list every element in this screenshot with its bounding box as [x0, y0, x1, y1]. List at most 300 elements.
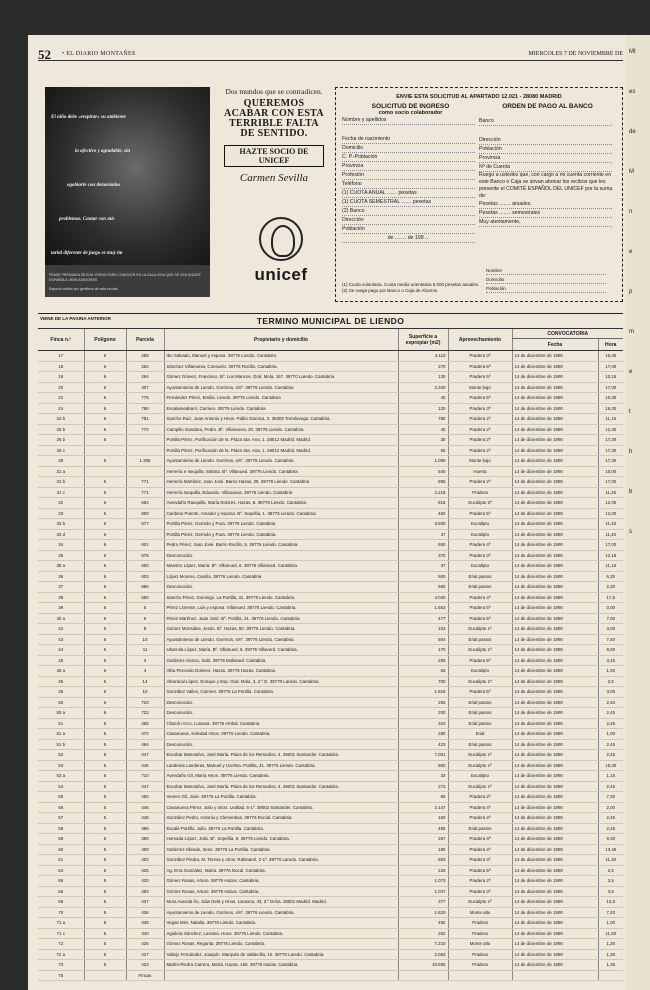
- unicef-ad-photo: [45, 87, 210, 297]
- table-cell: 31 a: [38, 466, 84, 477]
- table-cell: Casanueva, Soledad Hnos. 39776 Liendo. Cantabria.: [164, 729, 398, 740]
- form-field[interactable]: (1) CUOTA ANUAL ....... pesetas: [342, 189, 475, 198]
- table-cell: 1.073: [398, 876, 448, 887]
- table-cell: 6: [84, 561, 126, 572]
- form-date-field[interactable]: de ........ de 199 ...: [342, 234, 475, 243]
- form-left-heading: SOLICITUD DE INGRESO: [371, 103, 450, 110]
- table-title: TERMINO MUNICIPAL DE LIENDO: [256, 316, 405, 326]
- table-cell: Pradera 5ª: [448, 603, 512, 614]
- table-cell: 6: [84, 529, 126, 540]
- table-cell: 66: [38, 886, 84, 897]
- table-cell: 270: [398, 361, 448, 372]
- table-cell: Pradera: [448, 487, 512, 498]
- table-row: [38, 393, 623, 404]
- table-cell: 53: [38, 760, 84, 771]
- table-row: [38, 729, 623, 740]
- ad-credit: Espacio cedido por gentileza de esta revista: [49, 287, 118, 291]
- table-cell: 5: [84, 865, 126, 876]
- table-cell: Martín-Piedra Carrera, María. Hazas, 156. 39776 Hazas. Cantabria.: [164, 960, 398, 971]
- table-cell: Pérez Martínez, Juan José. Bº. Portilla, 31. 39776 Liendo. Cantabria.: [164, 613, 398, 624]
- table-row: [38, 928, 623, 939]
- form-field[interactable]: (1) CUOTA SEMESTRAL ....... pesetas: [342, 198, 475, 207]
- table-cell: Portilla Pérez, Germán y Pura. 39776 Liendo. Cantabria.: [164, 529, 398, 540]
- table-cell: 71 a: [38, 918, 84, 929]
- table-cell: 70: [38, 907, 84, 918]
- table-cell: 3,00: [598, 687, 623, 698]
- table-cell: 17,00: [598, 382, 623, 393]
- table-row: [38, 645, 623, 656]
- table-cell: 2,45: [598, 718, 623, 729]
- table-cell: 5: [84, 823, 126, 834]
- table-cell: 2,45: [598, 750, 623, 761]
- table-cell: 14 de diciembre de 1990: [512, 424, 598, 435]
- table-cell: Gutiérrez Alonso, Saló. 39776 Mollaned. Cantabria.: [164, 655, 398, 666]
- table-cell: Pradera 4ª: [448, 802, 512, 813]
- table-cell: 37: [398, 561, 448, 572]
- table-cell: 1,30: [598, 949, 623, 960]
- col-header: Finca n.º: [38, 329, 84, 351]
- table-cell: [84, 466, 126, 477]
- table-cell: 6: [84, 372, 126, 383]
- table-cell: 7.210: [398, 939, 448, 950]
- table-cell: 7,20: [598, 907, 623, 918]
- table-cell: 17,00: [598, 540, 623, 551]
- newspaper-page: [28, 35, 626, 990]
- table-cell: 252: [398, 928, 448, 939]
- table-cell: Chacón Arco, Luisana. 39776 Ambal. Cantabria.: [164, 718, 398, 729]
- table-cell: 14 de diciembre de 1990: [512, 487, 598, 498]
- table-cell: 5: [84, 907, 126, 918]
- table-cell: 7,00: [598, 613, 623, 624]
- form-field[interactable]: Fecha de nacimiento: [342, 135, 475, 144]
- form-left-column: [342, 103, 479, 243]
- table-cell: 14 de diciembre de 1990: [512, 529, 598, 540]
- table-cell: 4.110: [398, 351, 448, 362]
- table-cell: 14 de diciembre de 1990: [512, 508, 598, 519]
- table-cell: 56: [38, 802, 84, 813]
- table-cell: Mora Avenda ño, Julia Gela y Hnos. Lacasca, 43, 3.º Dcha. 28001 Madrid. Madrid.: [164, 897, 398, 908]
- table-cell: 5: [84, 781, 126, 792]
- col-header: Polígono: [84, 329, 126, 351]
- table-cell: 450: [126, 792, 164, 803]
- table-cell: 65: [398, 792, 448, 803]
- table-cell: 24 b: [38, 414, 84, 425]
- table-row: [38, 487, 623, 498]
- adjacent-page-fragment: e: [629, 249, 633, 255]
- table-cell: Fernández Pérez, Emilia. Liendo. 39776 Liendo. Cantabria: [164, 393, 398, 404]
- table-cell: 3,45: [598, 655, 623, 666]
- table-cell: 402: [126, 855, 164, 866]
- unicef-logo: [246, 217, 316, 285]
- table-cell: Ayuntamiento de Liendo. Gorrinos, s/nº. 39776 Liendo. Cantabria: [164, 382, 398, 393]
- table-cell: 14 de diciembre de 1990: [512, 624, 598, 635]
- table-cell: 264: [126, 372, 164, 383]
- table-cell: 14 de diciembre de 1990: [512, 603, 598, 614]
- table-cell: Pradera 2ª: [448, 435, 512, 446]
- table-cell: 6: [84, 676, 126, 687]
- form-field[interactable]: Nº de Cuenta: [479, 163, 612, 172]
- table-cell: 6: [84, 592, 126, 603]
- table-cell: 14 de diciembre de 1990: [512, 393, 598, 404]
- table-row: [38, 960, 623, 971]
- adjacent-page-fragment: p: [629, 289, 633, 295]
- table-cell: Monte bajo: [448, 456, 512, 467]
- table-cell: Maestro López, María. Bº. Villanued, 6. 39776 Villanued. Cantabria.: [164, 561, 398, 572]
- table-cell: Eucalipto: [448, 666, 512, 677]
- form-field[interactable]: Dirección: [479, 136, 612, 145]
- table-row: [38, 708, 623, 719]
- form-field[interactable]: Domicilio: [486, 275, 606, 284]
- col-header: Parcela: [126, 329, 164, 351]
- table-cell: 50: [38, 697, 84, 708]
- form-right-column: [479, 103, 616, 243]
- table-cell: 59: [38, 834, 84, 845]
- table-cell: 52: [38, 750, 84, 761]
- table-cell: 16,30: [598, 760, 623, 771]
- table-cell: 14 de diciembre de 1990: [512, 886, 598, 897]
- table-cell: 6: [84, 351, 126, 362]
- table-row: [38, 529, 623, 540]
- table-cell: 781: [126, 414, 164, 425]
- table-cell: 14 de diciembre de 1990: [512, 949, 598, 960]
- table-cell: 51 a: [38, 729, 84, 740]
- table-cell: 34: [38, 540, 84, 551]
- child-photo: [45, 87, 210, 265]
- table-cell: 460: [398, 508, 448, 519]
- table-cell: 262: [126, 361, 164, 372]
- adjacent-page-fragment: de: [629, 129, 636, 135]
- table-cell: 9,30: [598, 834, 623, 845]
- table-cell: 6: [84, 666, 126, 677]
- table-cell: 39: [38, 603, 84, 614]
- table-cell: 14 de diciembre de 1990: [512, 813, 598, 824]
- table-cell: 14 de diciembre de 1990: [512, 876, 598, 887]
- table-row: [38, 687, 623, 698]
- table-cell: 2,5: [598, 865, 623, 876]
- table-cell: 694: [126, 498, 164, 509]
- table-cell: Escobar Manotalvo, José María. Plaza de los Remedios, 4. 39001 Santander. Cantabria.: [164, 750, 398, 761]
- table-cell: 307: [126, 382, 164, 393]
- table-cell: 2,30: [598, 582, 623, 593]
- form-field[interactable]: Pesetas ........ anuales.: [479, 200, 612, 209]
- table-cell: Eucalipto: [448, 771, 512, 782]
- table-cell: 7.001: [398, 750, 448, 761]
- table-cell: 54: [38, 781, 84, 792]
- table-cell: Ayuntamiento de Liendo. Gorrinos, s/nº. 39776 Liendo. Cantabria.: [164, 634, 398, 645]
- table-cell: 504: [398, 634, 448, 645]
- table-row: [38, 592, 623, 603]
- table-cell: 37: [398, 529, 448, 540]
- table-cell: 259: [398, 655, 448, 666]
- table-cell: 20: [38, 382, 84, 393]
- table-cell: 396: [126, 823, 164, 834]
- table-cell: 19: [38, 372, 84, 383]
- table-cell: Pradera 4ª: [448, 813, 512, 824]
- table-row: [38, 949, 623, 960]
- table-cell: 6: [84, 414, 126, 425]
- table-cell: Fincas: [126, 970, 164, 981]
- table-cell: 771: [126, 487, 164, 498]
- form-field[interactable]: Profesión: [342, 171, 475, 180]
- table-cell: 780: [126, 403, 164, 414]
- table-cell: 5: [84, 939, 126, 950]
- table-row: [38, 382, 623, 393]
- table-cell: 7,30: [598, 792, 623, 803]
- table-row: [38, 571, 623, 582]
- table-cell: 45: [38, 655, 84, 666]
- table-row: [38, 655, 623, 666]
- table-row: [38, 435, 623, 446]
- table-cell: 14 de diciembre de 1990: [512, 634, 598, 645]
- form-field[interactable]: C. P.-Población: [342, 153, 475, 162]
- table-cell: 0,00: [598, 603, 623, 614]
- table-cell: 6: [84, 697, 126, 708]
- form-field[interactable]: (2) Banco: [342, 207, 475, 216]
- table-cell: 6: [84, 382, 126, 393]
- table-cell: Escalameabarri, Carmen. 39776 Liendo. Cantabria: [164, 403, 398, 414]
- table-row: [38, 697, 623, 708]
- table-cell: 14 de diciembre de 1990: [512, 498, 598, 509]
- table-row: [38, 477, 623, 488]
- table-cell: 590: [126, 592, 164, 603]
- form-payment-text: Ruego a ustedes que, con cargo a mi cuenta corriente en este Banco o Caja se sirvan abonar los recibos que les presente el COMITÉ ESPAÑOL DEL UNICEF por la suma de:: [479, 172, 613, 199]
- table-cell: 14 de diciembre de 1990: [512, 666, 598, 677]
- table-cell: Pradera 5ª: [448, 372, 512, 383]
- table-cell: 6: [84, 424, 126, 435]
- table-cell: 710: [126, 771, 164, 782]
- table-cell: Monte alto: [448, 907, 512, 918]
- table-cell: 14 de diciembre de 1990: [512, 750, 598, 761]
- table-cell: 560: [398, 582, 448, 593]
- table-cell: 6: [126, 613, 164, 624]
- table-row: [38, 372, 623, 383]
- table-cell: Desconocido.: [164, 708, 398, 719]
- form-field[interactable]: Población: [479, 145, 612, 154]
- table-cell: 427: [126, 949, 164, 960]
- table-cell: 426: [126, 939, 164, 950]
- table-row: [38, 792, 623, 803]
- table-cell: 14 de diciembre de 1990: [512, 466, 598, 477]
- table-cell: Pradera 4ª: [448, 592, 512, 603]
- table-cell: 6: [84, 435, 126, 446]
- table-cell: 14 de diciembre de 1990: [512, 939, 598, 950]
- table-cell: 33 d: [38, 529, 84, 540]
- table-cell: 6: [84, 519, 126, 530]
- table-cell: 601: [126, 540, 164, 551]
- table-cell: 11,25: [598, 487, 623, 498]
- adjacent-page-strip: [626, 35, 650, 990]
- table-cell: [164, 970, 398, 981]
- table-row: [38, 582, 623, 593]
- table-cell: 11,00: [598, 928, 623, 939]
- table-cell: Ubarrola López, María. Bº. Villanued, 6. 39776 Villaverd. Cantabria.: [164, 645, 398, 656]
- ad-caption-line: ogobiarle con demasiados: [67, 183, 121, 188]
- adjacent-page-fragment: m: [629, 329, 634, 335]
- table-cell: 895: [398, 477, 448, 488]
- ad-caption-line: problemas. Cantar con mis: [59, 217, 115, 222]
- table-cell: 500: [398, 571, 448, 582]
- table-cell: Desconocido.: [164, 582, 398, 593]
- slogan-cta: HAZTE SOCIO DE UNICEF: [224, 145, 324, 167]
- table-cell: 603: [126, 571, 164, 582]
- table-row: [38, 634, 623, 645]
- table-cell: 14 de diciembre de 1990: [512, 855, 598, 866]
- table-cell: González Valles, Carmen. 39776 La Portilla. Cantabria.: [164, 687, 398, 698]
- table-cell: 16,30: [598, 403, 623, 414]
- table-cell: Pradera: [448, 949, 512, 960]
- table-cell: 10,00: [598, 466, 623, 477]
- table-cell: Eucalipto: [448, 561, 512, 572]
- table-cell: Casanueva Pérez, Julio y otros. Lealtad, 5-1º. 39002 Santander. Cantabria.: [164, 802, 398, 813]
- table-cell: Erial pastos: [448, 739, 512, 750]
- unicef-wordmark: unicef: [254, 265, 308, 284]
- table-cell: 32: [38, 498, 84, 509]
- table-cell: 400: [126, 844, 164, 855]
- form-field[interactable]: Población: [486, 284, 606, 293]
- table-row: [38, 760, 623, 771]
- table-cell: 57: [38, 813, 84, 824]
- table-cell: 6: [84, 687, 126, 698]
- table-row: [38, 414, 623, 425]
- table-cell: 17,30: [598, 445, 623, 456]
- table-cell: 650: [398, 540, 448, 551]
- table-cell: 30: [398, 435, 448, 446]
- form-field[interactable]: Nombre y apellidos: [342, 116, 475, 125]
- table-cell: 446: [126, 760, 164, 771]
- table-cell: 61: [38, 855, 84, 866]
- adjacent-page-fragment: h: [629, 449, 633, 455]
- table-cell: 63: [398, 666, 448, 677]
- table-row: [38, 918, 623, 929]
- table-cell: Pradera 3ª: [448, 550, 512, 561]
- table-cell: Sánchez Villanueva, Consuelo. 39776 Rocillo. Cantabria.: [164, 361, 398, 372]
- table-cell: 5: [84, 844, 126, 855]
- table-cell: 6: [84, 477, 126, 488]
- form-field[interactable]: Domicilio: [342, 144, 475, 153]
- table-cell: 477: [398, 613, 448, 624]
- table-cell: Ayuntamiento de Liendo. Gorrinos, s/nº. 39776 Liendo. Cantabria.: [164, 907, 398, 918]
- table-cell: 17,5: [598, 592, 623, 603]
- table-cell: 10,15: [598, 372, 623, 383]
- table-cell: Eucalipto 1ª: [448, 676, 512, 687]
- table-cell: 2.063: [398, 949, 448, 960]
- table-cell: 5: [84, 918, 126, 929]
- table-cell: 14 de diciembre de 1990: [512, 760, 598, 771]
- table-row: [38, 540, 623, 551]
- table-cell: 722: [126, 708, 164, 719]
- table-row: [38, 508, 623, 519]
- table-row: [38, 907, 623, 918]
- table-cell: 14 de diciembre de 1990: [512, 645, 598, 656]
- table-cell: 383: [126, 886, 164, 897]
- table-cell: 8,00: [598, 645, 623, 656]
- form-field[interactable]: Provincia: [479, 154, 612, 163]
- page-header: [38, 47, 623, 61]
- form-field[interactable]: Teléfono: [342, 180, 475, 189]
- table-cell: 14 de diciembre de 1990: [512, 960, 598, 971]
- adjacent-page-fragment: es: [629, 89, 636, 95]
- table-cell: López Moreno, Camila. 39776 Liendo. Cantabria: [164, 571, 398, 582]
- table-cell: 5: [84, 802, 126, 813]
- table-cell: 40: [398, 393, 448, 404]
- table-cell: 14 de diciembre de 1990: [512, 414, 598, 425]
- table-cell: 14 de diciembre de 1990: [512, 802, 598, 813]
- table-cell: 3: [126, 655, 164, 666]
- adjacent-page-fragment: t: [629, 409, 631, 415]
- table-cell: 1.305: [126, 456, 164, 467]
- table-cell: 465: [126, 718, 164, 729]
- form-field[interactable]: Pesetas ........ semestrales: [479, 209, 612, 218]
- table-cell: 43: [38, 634, 84, 645]
- table-cell: 2,40: [598, 697, 623, 708]
- adjacent-page-fragment: e: [629, 369, 633, 375]
- form-field[interactable]: Banco: [479, 117, 612, 126]
- table-cell: [598, 970, 623, 981]
- table-cell: 14 de diciembre de 1990: [512, 771, 598, 782]
- table-cell: Vegas Mier, Natalia. 39776 Liendo. Cantabria.: [164, 918, 398, 929]
- table-cell: Pradera: [448, 928, 512, 939]
- table-cell: 75: [38, 970, 84, 981]
- table-cell: 5: [84, 855, 126, 866]
- table-cell: 455: [398, 823, 448, 834]
- table-row: [38, 676, 623, 687]
- table-cell: 14 de diciembre de 1990: [512, 372, 598, 383]
- table-cell: 71 c: [38, 928, 84, 939]
- table-cell: 190: [398, 844, 448, 855]
- table-cell: 14 de diciembre de 1990: [512, 550, 598, 561]
- table-cell: 11,40: [598, 529, 623, 540]
- table-cell: 815: [398, 498, 448, 509]
- form-field[interactable]: Provincia: [342, 162, 475, 171]
- table-cell: 310: [398, 718, 448, 729]
- table-cell: 293: [398, 697, 448, 708]
- table-cell: 1,00: [598, 918, 623, 929]
- table-cell: 14 de diciembre de 1990: [512, 718, 598, 729]
- table-cell: 5: [84, 960, 126, 971]
- table-cell: 273: [398, 781, 448, 792]
- signature: Carmen Sevilla: [239, 172, 309, 184]
- table-cell: 60: [38, 844, 84, 855]
- table-cell: Monte bajo: [448, 382, 512, 393]
- form-field[interactable]: Nombre: [486, 266, 606, 275]
- table-cell: Pradera 6ª: [448, 361, 512, 372]
- table-cell: Eucalipto 1ª: [448, 750, 512, 761]
- table-row: [38, 970, 623, 981]
- table-row: [38, 855, 623, 866]
- table-cell: 14 de diciembre de 1990: [512, 897, 598, 908]
- col-header: Fecha: [512, 339, 598, 351]
- table-cell: Pradera 4ª: [448, 844, 512, 855]
- table-cell: 6: [84, 403, 126, 414]
- table-cell: 14 de diciembre de 1990: [512, 403, 598, 414]
- table-cell: 425: [126, 865, 164, 876]
- form-field[interactable]: Dirección: [342, 216, 475, 225]
- table-cell: Huerta: [448, 466, 512, 477]
- table-cell: 780: [398, 414, 448, 425]
- table-cell: Cardeno Puente, Amador y esposa. Bº. Sepellía, 1. 39776 Liendo. Cantabria.: [164, 508, 398, 519]
- table-cell: 6: [84, 655, 126, 666]
- table-cell: Eucalipto: [448, 519, 512, 530]
- table-cell: 29: [38, 456, 84, 467]
- table-cell: 464: [126, 739, 164, 750]
- table-cell: [126, 435, 164, 446]
- table-cell: Gutiérrez Allende, Irene. 39776 La Portilla. Cantabria.: [164, 844, 398, 855]
- table-cell: 14 de diciembre de 1990: [512, 823, 598, 834]
- table-cell: [448, 970, 512, 981]
- form-field[interactable]: Población: [342, 225, 475, 234]
- unicef-slogan: [224, 87, 324, 184]
- table-row: [38, 550, 623, 561]
